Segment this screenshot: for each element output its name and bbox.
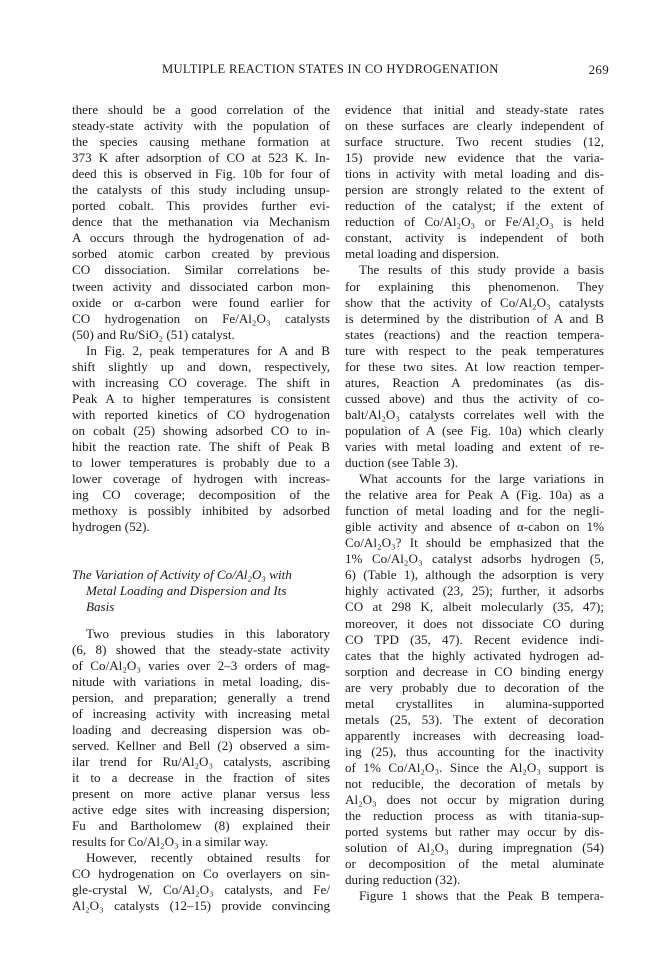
text-line: for these two sites. At low reaction temper- (345, 358, 604, 374)
spacer (72, 535, 330, 551)
text-line: for explaining this phenomenon. They (345, 278, 604, 294)
text-line: Co/Al₂O₃? It should be emphasized that the (345, 535, 604, 551)
text-line: sorption and decrease in CO binding energy (345, 663, 604, 679)
text-line: sorbed atomic carbon created by previous (72, 246, 330, 262)
text-line: population of A (see Fig. 10a) which clearly (345, 422, 604, 438)
text-line: loading and decreasing dispersion was ob- (72, 721, 330, 737)
text-line: ilar trend for Ru/Al₂O₃ catalysts, ascribing (72, 753, 330, 769)
text-line: results for Co/Al₂O₃ in a similar way. (72, 834, 269, 850)
text-line: In Fig. 2, peak temperatures for A and B (86, 342, 330, 358)
text-line: CO TPD (35, 47). Recent evidence indi- (345, 631, 604, 647)
section-heading: The Variation of Activity of Co/Al₂O₃ with (72, 567, 292, 583)
section-heading: Metal Loading and Dispersion and Its (86, 583, 287, 599)
text-line: CO dissociation. Similar correlations be- (72, 262, 330, 278)
text-line: ported systems but rather may occur by dis- (345, 824, 604, 840)
text-line: CO at 298 K, albeit molecularly (35, 47); (345, 599, 604, 615)
text-line: 1% Co/Al₂O₃ catalyst adsorbs hydrogen (5, (345, 551, 604, 567)
section-heading: Basis (86, 599, 115, 615)
text-line: lower coverage of hydrogen with increas- (72, 471, 330, 487)
text-line: dence that the methanation via Mechanism (72, 214, 330, 230)
text-line: solution of Al₂O₃ during impregnation (54) (345, 840, 604, 856)
text-line: on these surfaces are clearly independent of (345, 118, 604, 134)
text-line: the reduction process as with titania-sup- (345, 808, 604, 824)
text-line: varies with metal loading and extent of re- (345, 438, 604, 454)
text-line: present on more active planar versus less (72, 785, 330, 801)
text-line: gle-crystal W, Co/Al₂O₃ catalysts, and Fe/ (72, 882, 330, 898)
text-line: of Co/Al₂O₃ varies over 2–3 orders of mag- (72, 657, 330, 673)
text-line: shift slightly up and down, respectively, (72, 358, 330, 374)
text-line: is determined by the distribution of A and B (345, 310, 604, 326)
spacer (72, 551, 330, 567)
text-line: Fu and Bartholomew (8) explained their (72, 818, 330, 834)
text-line: evidence that initial and steady-state rates (345, 102, 604, 117)
text-line: surface structure. Two recent studies (12, (345, 134, 604, 150)
text-line: (6, 8) showed that the steady-state activity (72, 641, 330, 657)
text-line: The results of this study provide a basis (359, 262, 604, 278)
text-line: Al₂O₃ catalysts (12–15) provide convincing (72, 898, 330, 914)
text-line: reduction of Co/Al₂O₃ or Fe/Al₂O₃ is held (345, 214, 604, 230)
text-line: or decomposition of the metal aluminate (345, 856, 604, 872)
text-line: atures, Reaction A predominates (as dis- (345, 374, 604, 390)
text-line: with reported kinetics of CO hydrogenation (72, 406, 330, 422)
text-line: of increasing activity with increasing metal (72, 705, 330, 721)
page-header (72, 62, 609, 82)
text-line: nitude with variations in metal loading, dis- (72, 673, 330, 689)
text-line: metal loading and dispersion. (345, 246, 500, 262)
text-line: 373 K after adsorption of CO at 523 K. In- (72, 150, 330, 166)
text-line: persion, and preparation; generally a trend (72, 689, 330, 705)
text-line: Al₂O₃ does not occur by migration during (345, 792, 604, 808)
text-line: ported cobalt. This provides further evi- (72, 198, 330, 214)
text-line: constant, activity is independent of both (345, 230, 604, 246)
text-line: hibit the reaction rate. The shift of Peak B (72, 438, 330, 454)
text-line: served. Kellner and Bell (2) observed a sim- (72, 737, 330, 753)
text-line: ture with respect to the peak temperatures (345, 342, 604, 358)
text-line: to lower temperatures is probably due to a (72, 455, 330, 471)
text-line: Figure 1 shows that the Peak B tempera- (359, 888, 604, 904)
text-line: are very probably due to decoration of the (345, 679, 604, 695)
text-line: What accounts for the large variations in (359, 471, 604, 487)
text-line: apparently increases with decreasing load- (345, 727, 604, 743)
text-line: cussed above) and thus the activity of co- (345, 390, 604, 406)
text-line: there should be a good correlation of the (72, 102, 330, 117)
text-line: oxide or α-carbon were found earlier for (72, 294, 330, 310)
text-line: tween activity and dissociated carbon mon- (72, 278, 330, 294)
text-line: gible activity and absence of α-cabon on 1% (345, 519, 604, 535)
text-line: the catalysts of this study including unsup- (72, 182, 330, 198)
text-line: with increasing CO coverage. The shift in (72, 374, 330, 390)
text-line: metal crystallites in alumina-supported (345, 695, 604, 711)
text-line: Peak A to higher temperatures is consistent (72, 390, 330, 406)
text-line: on cobalt (25) showing adsorbed CO to in- (72, 422, 330, 438)
text-line: ing (25), thus accounting for the inactivity (345, 743, 604, 759)
text-line: 15) provide new evidence that the varia- (345, 150, 604, 166)
text-line: of 1% Co/Al₂O₃. Since the Al₂O₃ support is (345, 759, 604, 775)
text-line: steady-state activity with the population of (72, 118, 330, 134)
text-line: balt/Al₂O₃ catalysts correlates well with the (345, 406, 604, 422)
text-line: A occurs through the hydrogenation of ad- (72, 230, 330, 246)
text-line: active edge sites with increasing dispersion; (72, 802, 330, 818)
text-line: Two previous studies in this laboratory (86, 625, 330, 641)
text-line: function of metal loading and for the negli- (345, 503, 604, 519)
text-line: the relative area for Peak A (Fig. 10a) as a (345, 487, 604, 503)
text-line: (50) and Ru/SiO₂ (51) catalyst. (72, 326, 235, 342)
text-line: duction (see Table 3). (345, 455, 459, 471)
text-line: ing CO coverage; decomposition of the (72, 487, 330, 503)
text-line: CO hydrogenation on Fe/Al₂O₃ catalysts (72, 310, 330, 326)
text-line: tions in activity with metal loading and dis- (345, 166, 604, 182)
text-line: states (reactions) and the reaction tempera- (345, 326, 604, 342)
text-line: it to a decrease in the fraction of sites (72, 769, 330, 785)
left-text-column (72, 102, 330, 914)
text-line: persion are strongly related to the extent of (345, 182, 604, 198)
text-line: deed this is observed in Fig. 10b for four of (72, 166, 330, 182)
right-text-column (345, 102, 604, 904)
text-line: 6) (Table 1), although the adsorption is very (345, 567, 604, 583)
text-line: not reducible, the decoration of metals by (345, 775, 604, 791)
text-line: moreover, it does not dissociate CO during (345, 615, 604, 631)
text-line: methoxy is possibly inhibited by adsorbed (72, 503, 330, 519)
text-line: show that the activity of Co/Al₂O₃ catalysts (345, 294, 604, 310)
page-number: 269 (588, 62, 609, 77)
text-line: cates that the highly activated hydrogen ad- (345, 647, 604, 663)
text-line: highly activated (23, 25); further, it adsorbs (345, 583, 604, 599)
text-line: during reduction (32). (345, 872, 461, 888)
text-line: reduction of the catalyst; if the extent of (345, 198, 604, 214)
text-line: the species causing methane formation at (72, 134, 330, 150)
text-line: hydrogen (52). (72, 519, 150, 535)
spacer (72, 616, 330, 626)
text-line: CO hydrogenation on Co overlayers on sin- (72, 866, 330, 882)
text-line: metals (25, 53). The extent of decoration (345, 711, 604, 727)
text-line: However, recently obtained results for (86, 850, 330, 866)
running-head: MULTIPLE REACTION STATES IN CO HYDROGENATION (162, 62, 499, 76)
